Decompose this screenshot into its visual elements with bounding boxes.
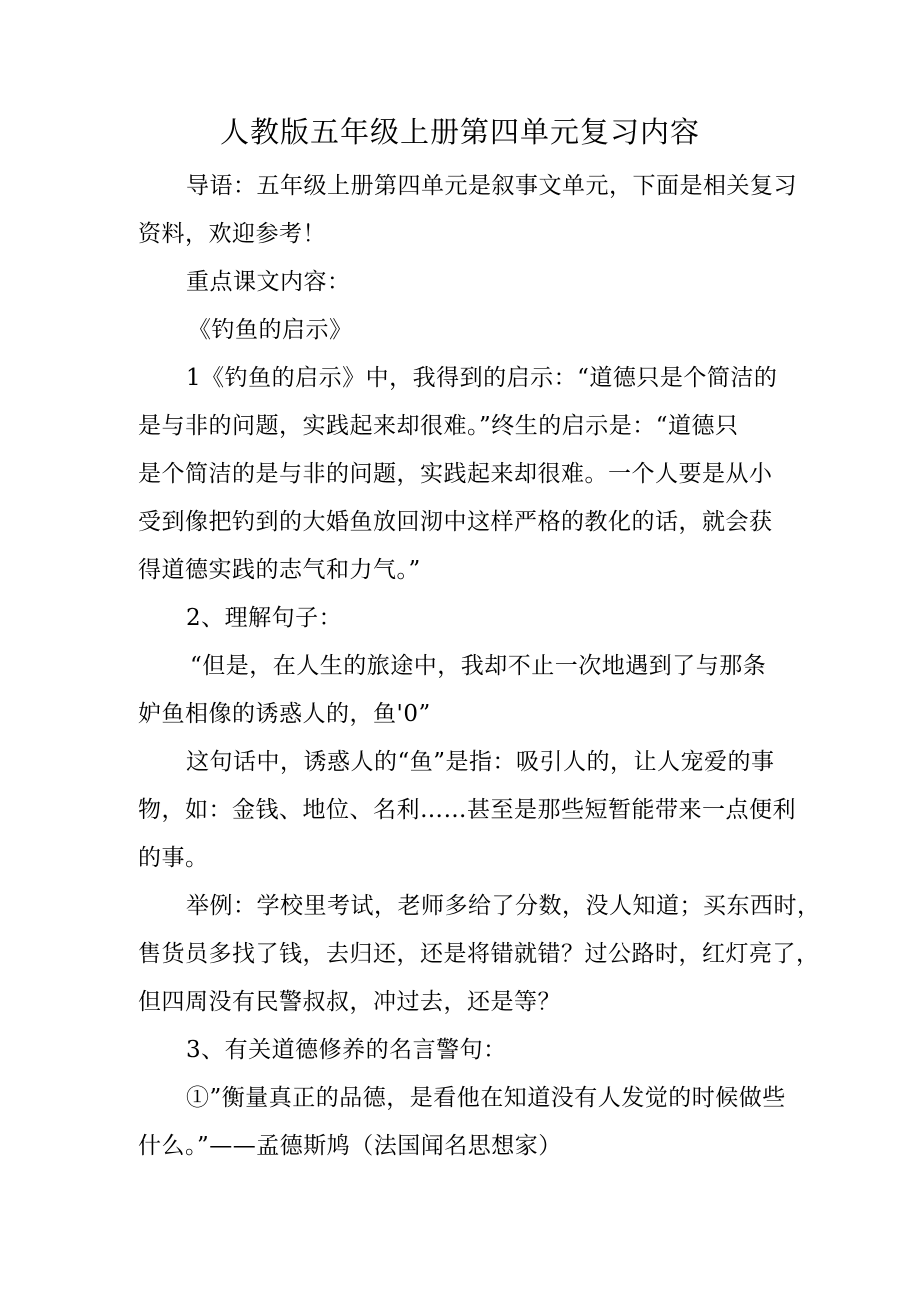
quote-item-1-line-2: 什么。”——孟德斯鸠（法国闻名思想家） [138,1133,562,1159]
example-line-3: 但四周没有民警叔叔，冲过去，还是等？ [138,989,561,1015]
example-line-1: 举例：学校里考试，老师多给了分数，没人知道；买东西时， [186,893,821,919]
lesson-title: 《钓鱼的启示》 [188,317,353,343]
paragraph-1-line-2: 是与非的问题，实践起来却很难。”终生的启示是：“道德只 [138,413,739,439]
quote-line-2: 妒鱼相像的诱惑人的，鱼'0” [138,701,431,727]
intro-line-2: 资料，欢迎参考！ [138,221,326,247]
explanation-line-1: 这句话中，诱惑人的“鱼”是指：吸引人的，让人宠爱的事 [186,749,775,775]
section-heading-quotes: 3、有关道德修养的名言警句： [186,1037,507,1063]
quote-item-1-line-1: ①”衡量真正的品德，是看他在知道没有人发觉的时候做些 [186,1085,786,1111]
paragraph-1-line-1: 1《钓鱼的启示》中，我得到的启示：“道德只是个简洁的 [186,365,778,391]
section-heading-key-texts: 重点课文内容： [186,269,351,295]
intro-line-1: 导语：五年级上册第四单元是叙事文单元，下面是相关复习 [186,173,797,199]
explanation-line-3: 的事。 [138,845,209,871]
document-title: 人教版五年级上册第四单元复习内容 [219,115,700,149]
example-line-2: 售货员多找了钱，去归还，还是将错就错？过公路时，红灯亮了， [138,941,820,967]
paragraph-1-line-5: 得道德实践的志气和力气。” [138,557,421,583]
document-body [138,162,821,1170]
quote-line-1: “但是，在人生的旅途中，我却不止一次地遇到了与那条 [190,653,767,679]
explanation-line-2: 物，如：金钱、地位、名利……甚至是那些短暂能带来一点便利 [138,797,796,823]
paragraph-1-line-3: 是个简洁的是与非的问题，实践起来却很难。一个人要是从小 [138,461,773,487]
section-heading-sentence: 2、理解句子： [186,605,343,631]
paragraph-1-line-4: 受到像把钓到的大婚鱼放回沏中这样严格的教化的话，就会获 [138,509,773,535]
